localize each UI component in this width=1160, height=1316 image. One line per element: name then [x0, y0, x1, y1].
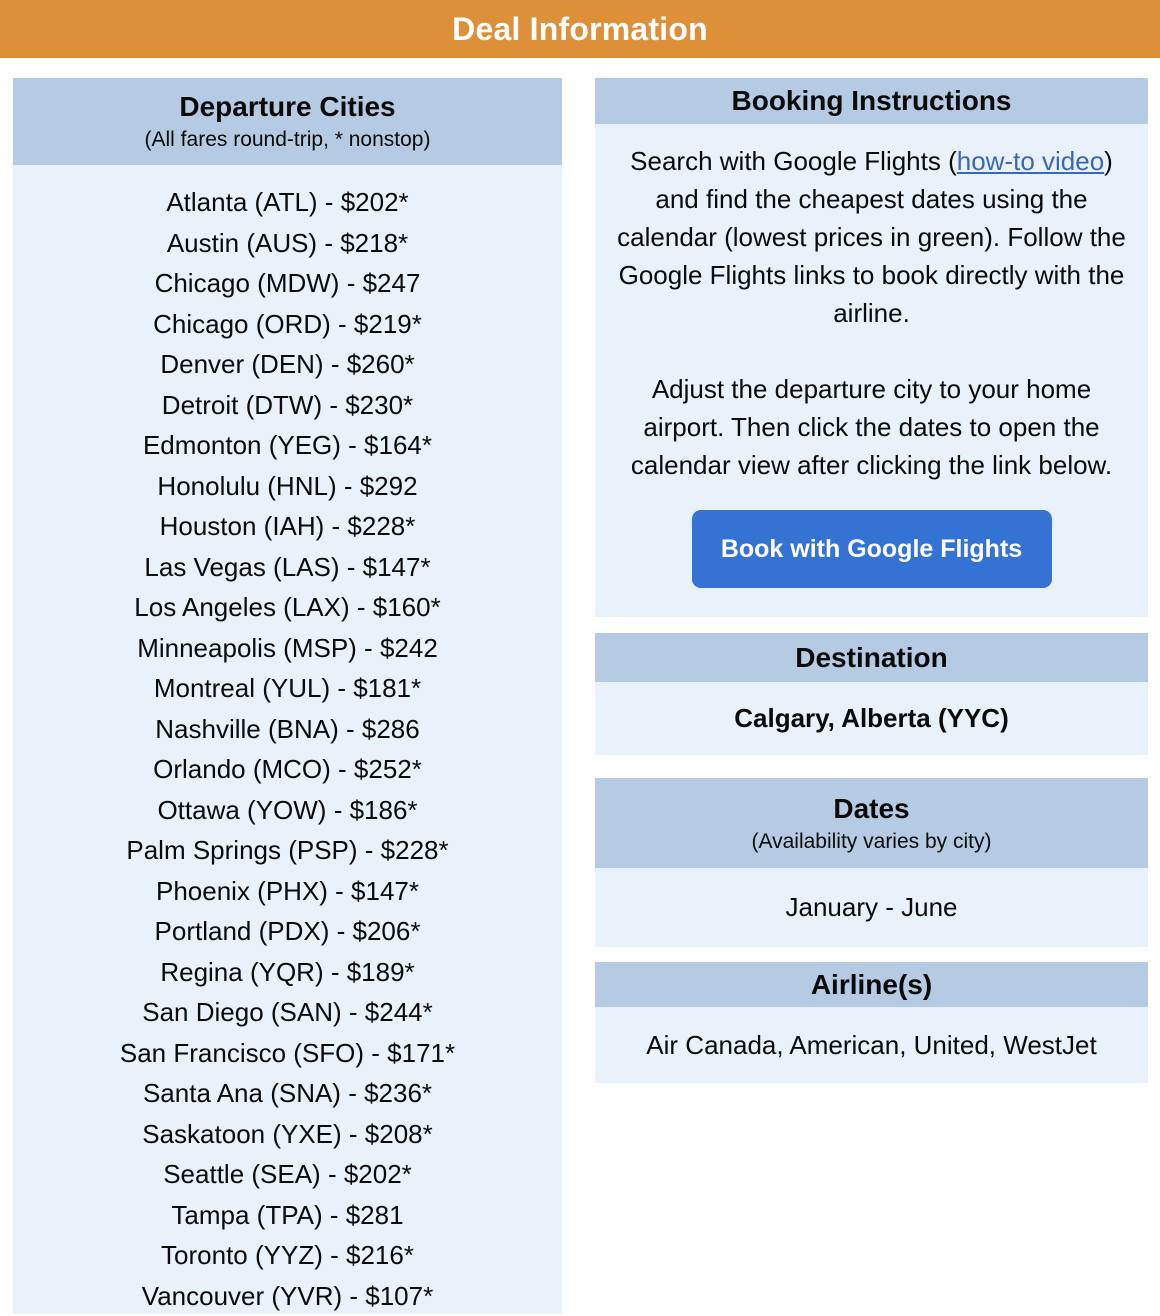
- dates-value: January - June: [786, 892, 958, 923]
- booking-paragraph-1-text-before: Search with Google Flights (: [630, 146, 957, 176]
- city-fare-item: Detroit (DTW) - $230*: [13, 385, 562, 426]
- city-fare-item: San Diego (SAN) - $244*: [13, 992, 562, 1033]
- city-fare-item: Seattle (SEA) - $202*: [13, 1154, 562, 1195]
- dates-subtitle: (Availability varies by city): [751, 829, 991, 855]
- city-fare-item: Denver (DEN) - $260*: [13, 344, 562, 385]
- how-to-video-link[interactable]: how-to video: [957, 146, 1104, 176]
- dates-body: [595, 868, 1148, 947]
- destination-body: [595, 682, 1148, 755]
- city-fare-item: Houston (IAH) - $228*: [13, 506, 562, 547]
- city-fare-item: Phoenix (PHX) - $147*: [13, 871, 562, 912]
- departure-cities-subtitle: (All fares round-trip, * nonstop): [145, 127, 431, 153]
- city-fare-item: Los Angeles (LAX) - $160*: [13, 587, 562, 628]
- book-with-google-flights-button[interactable]: Book with Google Flights: [692, 510, 1052, 588]
- booking-paragraph-1-text-after: ) and find the cheapest dates using the calendar (lowest prices in green). Follow the Google Flights links to book directly with the airline.: [617, 146, 1126, 328]
- city-fare-item: Minneapolis (MSP) - $242: [13, 628, 562, 669]
- city-fare-item: Nashville (BNA) - $286: [13, 709, 562, 750]
- city-fare-item: Honolulu (HNL) - $292: [13, 466, 562, 507]
- city-fare-item: Chicago (MDW) - $247: [13, 263, 562, 304]
- city-fare-item: Santa Ana (SNA) - $236*: [13, 1073, 562, 1114]
- city-fare-item: Montreal (YUL) - $181*: [13, 668, 562, 709]
- city-fare-item: Atlanta (ATL) - $202*: [13, 182, 562, 223]
- destination-header: [595, 633, 1148, 682]
- city-fare-item: Toronto (YYZ) - $216*: [13, 1235, 562, 1276]
- booking-paragraph-1: [615, 142, 1128, 332]
- destination-title: Destination: [795, 641, 947, 675]
- dates-header: [595, 778, 1148, 868]
- city-fare-item: Palm Springs (PSP) - $228*: [13, 830, 562, 871]
- city-fare-item: San Francisco (SFO) - $171*: [13, 1033, 562, 1074]
- city-fare-item: Chicago (ORD) - $219*: [13, 304, 562, 345]
- airlines-header: [595, 962, 1148, 1007]
- city-fare-item: Vancouver (YVR) - $107*: [13, 1276, 562, 1316]
- deal-information-banner: [0, 0, 1160, 58]
- departure-cities-header: [13, 78, 562, 165]
- booking-instructions-body: [595, 124, 1148, 617]
- booking-paragraph-2: Adjust the departure city to your home airport. Then click the dates to open the calendar view after clicking the link below.: [615, 370, 1128, 484]
- airlines-value: Air Canada, American, United, WestJet: [646, 1030, 1096, 1061]
- city-fare-item: Austin (AUS) - $218*: [13, 223, 562, 264]
- departure-cities-title: Departure Cities: [179, 90, 395, 124]
- city-fare-item: Edmonton (YEG) - $164*: [13, 425, 562, 466]
- city-fare-item: Portland (PDX) - $206*: [13, 911, 562, 952]
- booking-instructions-header: [595, 78, 1148, 124]
- airlines-title: Airline(s): [811, 968, 932, 1002]
- airlines-body: [595, 1007, 1148, 1083]
- city-fare-item: Las Vegas (LAS) - $147*: [13, 547, 562, 588]
- city-fare-item: Regina (YQR) - $189*: [13, 952, 562, 993]
- city-fare-item: Saskatoon (YXE) - $208*: [13, 1114, 562, 1155]
- destination-value: Calgary, Alberta (YYC): [734, 703, 1009, 734]
- city-fare-item: Tampa (TPA) - $281: [13, 1195, 562, 1236]
- dates-title: Dates: [833, 792, 909, 826]
- departure-cities-list: [13, 165, 562, 1314]
- booking-instructions-title: Booking Instructions: [732, 84, 1012, 118]
- city-fare-item: Ottawa (YOW) - $186*: [13, 790, 562, 831]
- city-fare-item: Orlando (MCO) - $252*: [13, 749, 562, 790]
- page-title: Deal Information: [452, 11, 708, 48]
